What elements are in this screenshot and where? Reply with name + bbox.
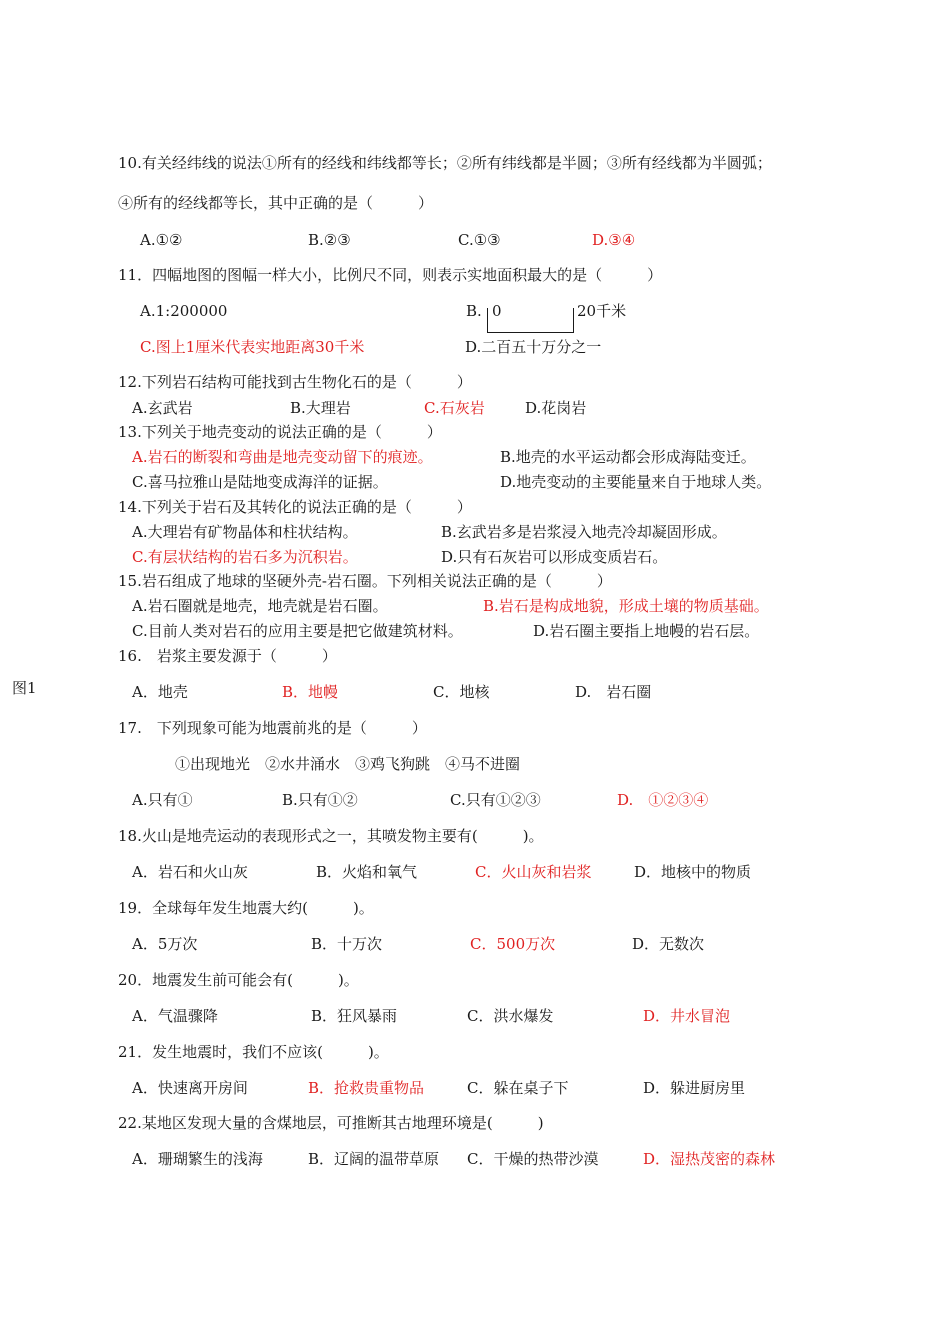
q22-stem: 22.某地区发现大量的含煤地层，可推断其古地理环境是( ) xyxy=(118,1114,544,1132)
q18-stem: 18.火山是地壳运动的表现形式之一，其喷发物主要有( )。 xyxy=(118,827,544,845)
q14-option-a: A.大理岩有矿物晶体和柱状结构。 xyxy=(132,523,358,541)
scale-bar-base-line xyxy=(487,332,574,333)
q16-option-a: A．地壳 xyxy=(132,683,188,701)
q11-option-c-answer: C.图上1厘米代表实地距离30千米 xyxy=(140,338,365,356)
q16-option-c: C．地核 xyxy=(433,683,490,701)
q13-option-a-answer: A.岩石的断裂和弯曲是地壳变动留下的痕迹。 xyxy=(132,448,433,466)
q20-option-a: A．气温骤降 xyxy=(132,1007,218,1025)
q19-option-a: A．5万次 xyxy=(132,935,198,953)
q22-option-c: C．干燥的热带沙漠 xyxy=(467,1150,599,1168)
q14-option-c-answer: C.有层状结构的岩石多为沉积岩。 xyxy=(132,548,358,566)
q22-option-b: B．辽阔的温带草原 xyxy=(308,1150,440,1168)
q11-scale-end: 20千米 xyxy=(577,302,627,320)
q20-option-b: B．狂风暴雨 xyxy=(311,1007,398,1025)
q17-option-d-answer: D. ①②③④ xyxy=(617,791,709,809)
q17-stem: 17. 下列现象可能为地震前兆的是（ ） xyxy=(118,719,427,737)
q12-option-d: D.花岗岩 xyxy=(525,399,587,417)
q22-option-a: A．珊瑚繁生的浅海 xyxy=(132,1150,263,1168)
q10-option-d-answer: D.③④ xyxy=(592,231,636,249)
q12-option-c-answer: C.石灰岩 xyxy=(424,399,485,417)
q11-option-b-label: B. xyxy=(466,302,482,320)
q21-option-b-answer: B．抢救贵重物品 xyxy=(308,1079,425,1097)
q18-option-b: B．火焰和氧气 xyxy=(316,863,418,881)
q20-option-c: C．洪水爆发 xyxy=(467,1007,554,1025)
q21-option-a: A．快速离开房间 xyxy=(132,1079,248,1097)
q10-stem-line2: ④所有的经线都等长，其中正确的是（ ） xyxy=(118,194,434,212)
q13-option-c: C.喜马拉雅山是陆地变成海洋的证据。 xyxy=(132,473,388,491)
q14-stem: 14.下列关于岩石及其转化的说法正确的是（ ） xyxy=(118,498,472,516)
q12-option-a: A.玄武岩 xyxy=(132,399,193,417)
scale-bar-right-tick xyxy=(573,308,574,332)
q17-option-b: B.只有①② xyxy=(282,791,358,809)
q21-option-d: D．躲进厨房里 xyxy=(643,1079,746,1097)
q20-stem: 20．地震发生前可能会有( )。 xyxy=(118,971,359,989)
q14-option-b: B.玄武岩多是岩浆浸入地壳冷却凝固形成。 xyxy=(441,523,727,541)
q15-option-c: C.目前人类对岩石的应用主要是把它做建筑材料。 xyxy=(132,622,463,640)
q18-option-a: A．岩石和火山灰 xyxy=(132,863,248,881)
q20-option-d-answer: D．井水冒泡 xyxy=(643,1007,731,1025)
q16-option-d: D. 岩石圈 xyxy=(575,683,652,701)
q22-option-d-answer: D．湿热茂密的森林 xyxy=(643,1150,776,1168)
q19-option-b: B．十万次 xyxy=(311,935,383,953)
q10-option-b: B.②③ xyxy=(308,231,351,249)
q21-option-c: C．躲在桌子下 xyxy=(467,1079,569,1097)
q11-scale-zero: 0 xyxy=(492,302,502,320)
q11-option-a: A.1:200000 xyxy=(140,302,228,320)
q15-option-b-answer: B.岩石是构成地貌，形成土壤的物质基础。 xyxy=(483,597,769,615)
q21-stem: 21．发生地震时，我们不应该( )。 xyxy=(118,1043,389,1061)
q10-option-a: A.①② xyxy=(140,231,183,249)
q10-option-c: C.①③ xyxy=(458,231,501,249)
q17-option-c: C.只有①②③ xyxy=(450,791,541,809)
q13-option-b: B.地壳的水平运动都会形成海陆变迁。 xyxy=(500,448,756,466)
q13-stem: 13.下列关于地壳变动的说法正确的是（ ） xyxy=(118,423,442,441)
q17-phenomena: ①出现地光 ②水井涌水 ③鸡飞狗跳 ④马不进圈 xyxy=(175,755,521,773)
q14-option-d: D.只有石灰岩可以形成变质岩石。 xyxy=(441,548,668,566)
q12-option-b: B.大理岩 xyxy=(290,399,351,417)
q15-option-d: D.岩石圈主要指上地幔的岩石层。 xyxy=(533,622,760,640)
q11-stem: 11．四幅地图的图幅一样大小，比例尺不同，则表示实地面积最大的是（ ） xyxy=(118,266,663,284)
q15-stem: 15.岩石组成了地球的坚硬外壳-岩石圈。下列相关说法正确的是（ ） xyxy=(118,572,612,590)
q19-stem: 19．全球每年发生地震大约( )。 xyxy=(118,899,374,917)
q11-option-d: D.二百五十万分之一 xyxy=(465,338,602,356)
q16-stem: 16. 岩浆主要发源于（ ） xyxy=(118,647,337,665)
q18-option-d: D．地核中的物质 xyxy=(634,863,752,881)
q17-option-a: A.只有① xyxy=(132,791,193,809)
q12-stem: 12.下列岩石结构可能找到古生物化石的是（ ） xyxy=(118,373,472,391)
q19-option-d: D．无数次 xyxy=(632,935,705,953)
q15-option-a: A.岩石圈就是地壳，地壳就是岩石圈。 xyxy=(132,597,388,615)
q19-option-c-answer: C．500万次 xyxy=(470,935,556,953)
q18-option-c-answer: C．火山灰和岩浆 xyxy=(475,863,592,881)
q10-stem-line1: 10.有关经纬线的说法①所有的经线和纬线都等长；②所有纬线都是半圆；③所有经线都为半圆弧； xyxy=(118,154,772,172)
q13-option-d: D.地壳变动的主要能量来自于地球人类。 xyxy=(500,473,772,491)
figure-label: 图1 xyxy=(12,679,37,697)
q16-option-b-answer: B．地幔 xyxy=(282,683,339,701)
scale-bar-left-tick xyxy=(487,308,488,332)
